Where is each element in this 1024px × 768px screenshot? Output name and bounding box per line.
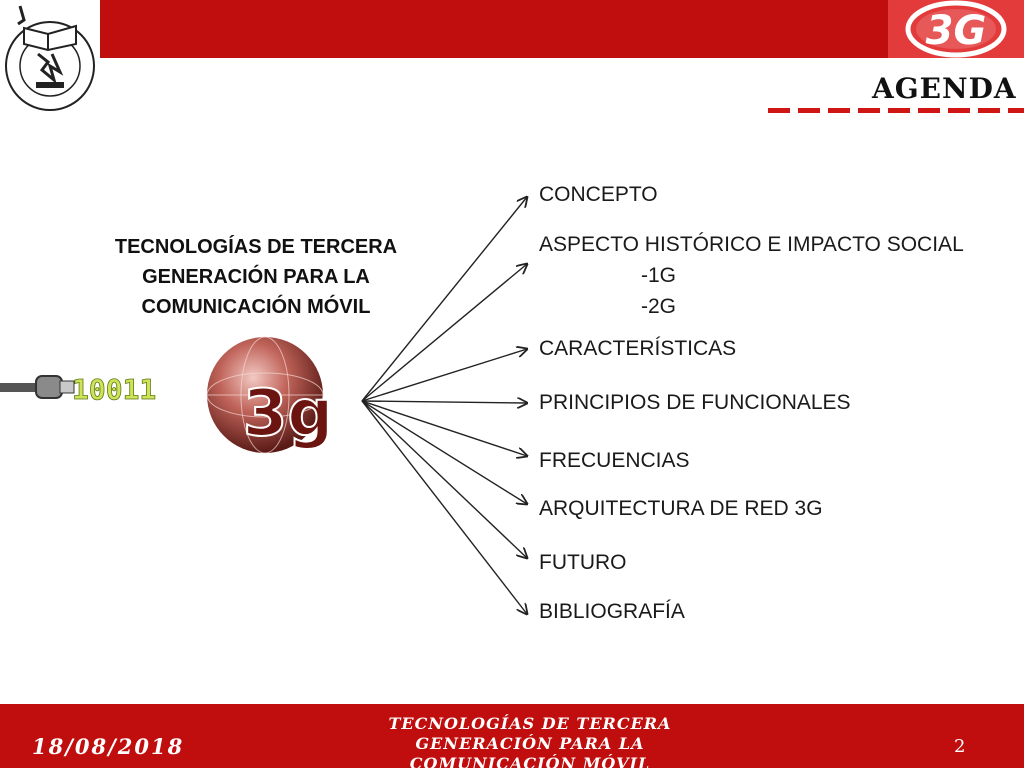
agenda-item-frecuencias[interactable]: FRECUENCIAS: [539, 449, 690, 472]
agenda-item-principios[interactable]: PRINCIPIOS DE FUNCIONALES: [539, 391, 851, 414]
agenda-item-futuro[interactable]: FUTURO: [539, 551, 627, 574]
arrow-concepto: [362, 197, 527, 401]
footer-date: 18/08/2018: [32, 734, 185, 759]
arrow-futuro: [362, 401, 527, 558]
agenda-item-bibliografia[interactable]: BIBLIOGRAFÍA: [539, 600, 685, 623]
arrow-principios: [362, 401, 527, 403]
agenda-item-aspecto-historico[interactable]: ASPECTO HISTÓRICO E IMPACTO SOCIAL: [539, 233, 964, 256]
agenda-item-caracteristicas[interactable]: CARACTERÍSTICAS: [539, 337, 737, 360]
globe-3g-text: 3g: [242, 377, 334, 451]
main-title: TECNOLOGÍAS DE TERCERA GENERACIÓN PARA LA COMUNICACIÓN MÓVIL: [114, 236, 398, 318]
agenda-item-arquitectura[interactable]: ARQUITECTURA DE RED 3G: [539, 497, 823, 520]
arrow-bibliografia: [362, 401, 527, 614]
agenda-item-concepto[interactable]: CONCEPTO: [539, 183, 658, 206]
footer-title: TECNOLOGÍAS DE TERCERA GENERACIÓN PARA LA COMUNICACIÓN MÓVIL: [388, 714, 672, 768]
arrow-arquitectura: [362, 401, 527, 504]
agenda-title: AGENDA: [872, 72, 1017, 105]
page-number: 2: [954, 736, 966, 757]
arrow-frecuencias: [362, 401, 527, 456]
arrow-caracteristicas: [362, 349, 527, 401]
arrow-aspecto: [362, 264, 527, 401]
agenda-subitem-1g: -1G: [641, 264, 677, 287]
binary-digits: 10011: [72, 373, 157, 406]
agenda-subitem-2g: -2G: [641, 295, 677, 318]
brand-3g-logo-text: 3G: [925, 8, 987, 54]
footer-bar: [0, 704, 1024, 768]
